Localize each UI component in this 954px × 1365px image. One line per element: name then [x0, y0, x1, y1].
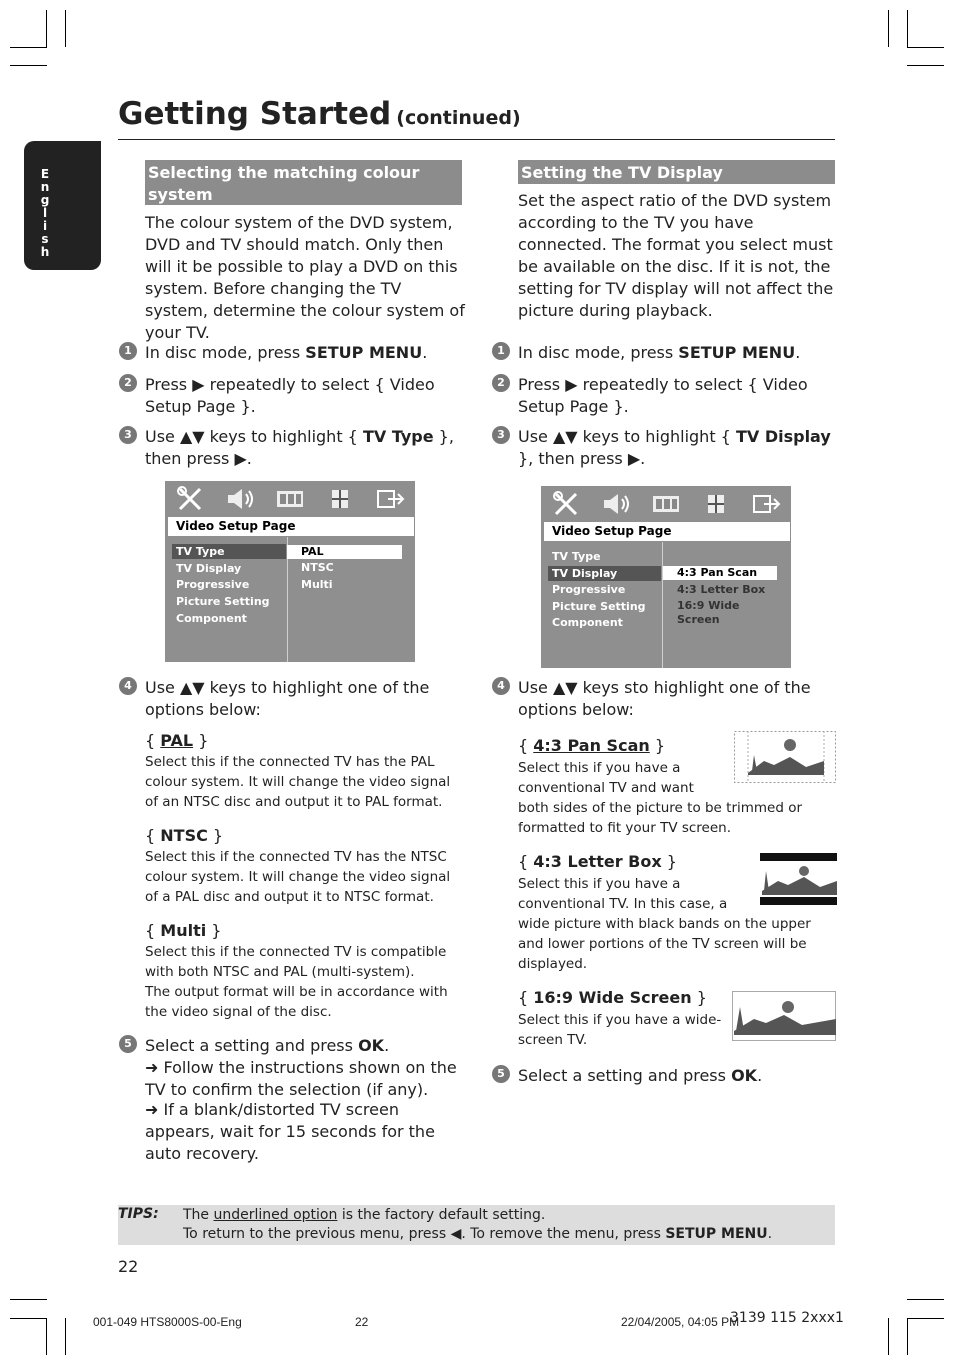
title-suffix: (continued): [396, 107, 521, 129]
crop-mark: [10, 1299, 47, 1300]
pan-scan-picture-icon: [734, 731, 836, 783]
tips-label: TIPS:: [118, 1206, 159, 1222]
wrench-tool-icon: [550, 490, 582, 518]
menu-option-wide-screen: 16:9 Wide Screen: [677, 599, 740, 626]
option-ntsc-title: { NTSC }: [145, 826, 224, 845]
crop-mark: [10, 65, 47, 66]
menu-option-pan-scan: 4:3 Pan Scan: [663, 566, 777, 580]
crop-mark: [907, 1318, 944, 1319]
option-multi-desc: Select this if the connected TV is compatible with both NTSC and PAL (multi-system).: [145, 944, 447, 980]
left-step-5-note-2: ➜ If a blank/distorted TV screen appears, wait for 15 seconds for the auto recovery.: [145, 1100, 435, 1163]
crop-mark: [907, 1299, 944, 1300]
crop-mark: [10, 1318, 47, 1319]
language-label: E n g l i s h: [40, 167, 50, 259]
left-step-2: Press ▶ repeatedly to select { Video Setup Page }.: [145, 375, 435, 416]
menu-item-component: Component: [552, 616, 623, 629]
setup-menu-screenshot: [541, 486, 791, 668]
step-5-icon: 5: [492, 1065, 510, 1083]
tips-line-1: The underlined option is the factory default setting.: [183, 1207, 546, 1223]
menu-item-picture-setting: Picture Setting: [176, 595, 270, 608]
step-2-icon: 2: [119, 374, 137, 392]
step-2-icon: 2: [492, 374, 510, 392]
crop-mark: [65, 10, 66, 47]
menu-item-tv-type: TV Type: [552, 550, 601, 563]
step-5-icon: 5: [119, 1035, 137, 1053]
menu-item-progressive: Progressive: [176, 578, 250, 591]
option-letter-box-desc-2: wide picture with black bands on the upper and lower portions of the TV screen will be displayed.: [518, 916, 811, 972]
crop-mark: [907, 65, 944, 66]
option-wide-screen-title: { 16:9 Wide Screen }: [518, 988, 707, 1007]
option-pan-scan-title: { 4:3 Pan Scan }: [518, 736, 666, 755]
option-letter-box-title: { 4:3 Letter Box }: [518, 852, 677, 871]
preferences-icon: [324, 485, 356, 513]
tips-line-2: To return to the previous menu, press ◀. To remove the menu, press SETUP MENU.: [183, 1226, 773, 1242]
crop-mark: [907, 47, 944, 48]
wrench-tool-icon: [174, 485, 206, 513]
crop-mark: [10, 47, 47, 48]
step-1-icon: 1: [119, 342, 137, 360]
right-step-4: Use ▲▼ keys sto highlight one of the options below:: [518, 678, 811, 719]
language-tab: [24, 141, 101, 270]
wide-screen-picture-icon: [732, 991, 836, 1041]
option-multi-desc-2: The output format will be in accordance with the video signal of the disc.: [145, 984, 448, 1020]
speaker-icon: [600, 490, 632, 518]
menu-option-ntsc: NTSC: [301, 561, 334, 574]
crop-mark: [46, 1318, 47, 1355]
crop-mark: [907, 1318, 908, 1355]
right-intro: Set the aspect ratio of the DVD system according to the TV you have connected. The format you select must be available on the disc. If it is not, the setting for TV display will not affect the picture during playback.: [518, 191, 834, 320]
menu-option-multi: Multi: [301, 578, 333, 591]
exit-icon: [374, 485, 406, 513]
right-step-3: Use ▲▼ keys to highlight { TV Display }, then press ▶.: [518, 427, 831, 468]
speaker-icon: [224, 485, 256, 513]
menu-icon-row: [541, 486, 791, 521]
footer-code: 3139 115 2xxx1: [730, 1310, 844, 1326]
footer-page: 22: [355, 1315, 369, 1329]
letter-box-picture-icon: [760, 853, 837, 905]
crop-mark: [907, 10, 908, 47]
option-letter-box-desc: Select this if you have a conventional TV. In this case, a: [518, 876, 728, 912]
page-title: [118, 96, 521, 132]
footer-file: 001-049 HTS8000S-00-Eng: [93, 1315, 242, 1329]
left-step-5: Select a setting and press OK.: [145, 1036, 390, 1055]
footer-date: 22/04/2005, 04:05 PM: [621, 1315, 740, 1329]
page-number: 22: [118, 1257, 139, 1276]
left-step-4: Use ▲▼ keys to highlight one of the options below:: [145, 678, 430, 719]
option-ntsc-desc: Select this if the connected TV has the NTSC colour system. It will change the video signal of a PAL disc and output it to NTSC format.: [145, 849, 451, 905]
setup-menu-screenshot: [165, 481, 415, 662]
menu-header: Video Setup Page: [544, 522, 790, 541]
exit-icon: [750, 490, 782, 518]
menu-item-tv-display: TV Display: [176, 562, 242, 575]
right-step-1: In disc mode, press SETUP MENU.: [518, 343, 801, 362]
crop-mark: [888, 1318, 889, 1355]
left-step-3: Use ▲▼ keys to highlight { TV Type }, then press ▶.: [145, 427, 454, 468]
menu-icon-row: [165, 481, 415, 516]
crop-mark: [65, 1318, 66, 1355]
option-wide-screen-desc: Select this if you have a wide-screen TV.: [518, 1012, 722, 1048]
title-main: Getting Started: [118, 96, 392, 132]
step-3-icon: 3: [492, 426, 510, 444]
section-heading-colour-system: Selecting the matching colour system: [145, 160, 462, 205]
menu-item-picture-setting: Picture Setting: [552, 600, 646, 613]
left-step-1: In disc mode, press SETUP MENU.: [145, 343, 428, 362]
preferences-icon: [700, 490, 732, 518]
option-pan-scan-desc-2: both sides of the picture to be trimmed or formatted to fit your TV screen.: [518, 800, 803, 836]
crop-mark: [888, 10, 889, 47]
crop-mark: [46, 10, 47, 47]
menu-item-tv-display: TV Display: [548, 566, 661, 581]
option-multi-title: { Multi }: [145, 921, 222, 940]
option-pal-desc: Select this if the connected TV has the PAL colour system. It will change the video signal of an NTSC disc and output it to PAL format.: [145, 754, 451, 810]
menu-header: Video Setup Page: [168, 517, 414, 536]
video-film-icon: [650, 490, 682, 518]
step-1-icon: 1: [492, 342, 510, 360]
step-3-icon: 3: [119, 426, 137, 444]
menu-option-letter-box: 4:3 Letter Box: [677, 583, 766, 596]
left-step-5-note-1: ➜ Follow the instructions shown on the TV to confirm the selection (if any).: [145, 1058, 457, 1099]
section-heading-tv-display: Setting the TV Display: [518, 160, 835, 184]
title-rule: [118, 139, 835, 140]
right-step-5: Select a setting and press OK.: [518, 1066, 763, 1085]
menu-option-pal: PAL: [287, 545, 402, 559]
option-pan-scan-desc: Select this if you have a conventional TV and want: [518, 760, 694, 796]
right-step-2: Press ▶ repeatedly to select { Video Setup Page }.: [518, 375, 808, 416]
menu-item-progressive: Progressive: [552, 583, 626, 596]
menu-item-component: Component: [176, 612, 247, 625]
step-4-icon: 4: [492, 677, 510, 695]
video-film-icon: [274, 485, 306, 513]
step-4-icon: 4: [119, 677, 137, 695]
menu-item-tv-type: TV Type: [172, 544, 286, 559]
left-intro: The colour system of the DVD system, DVD and TV should match. Only then will it be possible to play a DVD on this system. Before changing the TV system, determine the colour system of your TV.: [145, 213, 465, 342]
option-pal-title: { PAL }: [145, 731, 209, 750]
